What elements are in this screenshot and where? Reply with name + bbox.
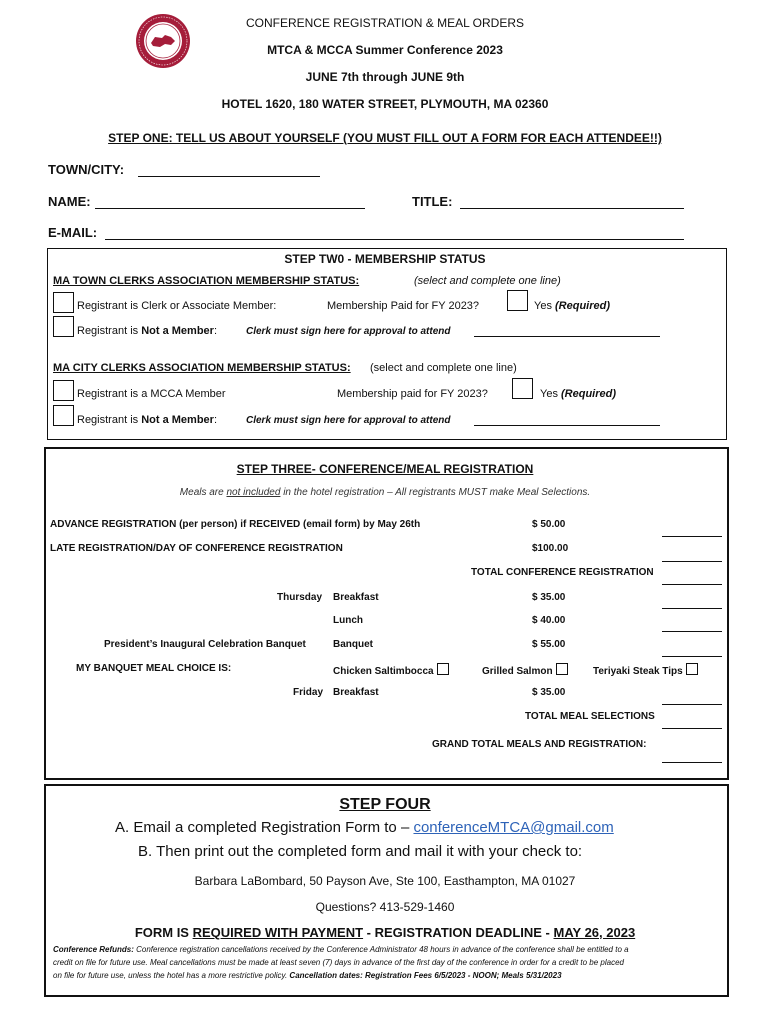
name-label: NAME: xyxy=(48,194,91,209)
late-registration-label: LATE REGISTRATION/DAY OF CONFERENCE REGISTRATION xyxy=(50,543,343,554)
friday-breakfast-label: Breakfast xyxy=(333,687,379,698)
thursday-breakfast-label: Breakfast xyxy=(333,592,379,603)
mailing-address: Barbara LaBombard, 50 Payson Ave, Ste 100, Easthampton, MA 01027 xyxy=(194,874,576,888)
steak-checkbox[interactable] xyxy=(686,663,698,675)
mcca-paid-checkbox[interactable] xyxy=(512,378,533,399)
conference-email-link[interactable]: conferenceMTCA@gmail.com xyxy=(413,819,614,836)
form-header-title: CONFERENCE REGISTRATION & MEAL ORDERS xyxy=(245,16,525,30)
lunch-price: $ 40.00 xyxy=(532,615,566,626)
late-registration-price: $100.00 xyxy=(532,543,569,554)
mtca-nonmember-label: Registrant is Not a Member: xyxy=(77,325,218,337)
total-meal-amount[interactable] xyxy=(662,716,722,729)
registration-deadline: FORM IS REQUIRED WITH PAYMENT - REGISTRATION DEADLINE - MAY 26, 2023 xyxy=(134,925,636,940)
advance-registration-label: ADVANCE REGISTRATION (per person) if RECEIVED (email form) by May 26th xyxy=(50,519,421,530)
mcca-label: MA CITY CLERKS ASSOCIATION MEMBERSHIP STATUS: xyxy=(53,362,351,374)
mcca-sign-label: Clerk must sign here for approval to attend xyxy=(246,415,451,426)
mcca-paid-label: Membership paid for FY 2023? xyxy=(337,388,488,400)
mtca-paid-label: Membership Paid for FY 2023? xyxy=(327,300,480,312)
thursday-breakfast-amount[interactable] xyxy=(662,596,722,609)
banquet-label: Banquet xyxy=(333,639,373,650)
advance-registration-price: $ 50.00 xyxy=(532,519,566,530)
thursday-breakfast-price: $ 35.00 xyxy=(532,592,566,603)
friday-breakfast-price: $ 35.00 xyxy=(532,687,566,698)
refund-policy-line1: Conference Refunds: Conference registration cancellations received by the Conference Administrator 48 hours in advance of the conference shall be entitled to a xyxy=(53,945,629,954)
conference-venue: HOTEL 1620, 180 WATER STREET, PLYMOUTH, MA 02360 xyxy=(221,97,549,111)
mtca-sign-label: Clerk must sign here for approval to attend xyxy=(246,326,451,337)
grand-total-amount[interactable] xyxy=(662,750,722,763)
step-four-title: STEP FOUR xyxy=(339,796,431,813)
mcca-member-label: Registrant is a MCCA Member xyxy=(77,388,226,400)
mcca-nonmember-checkbox[interactable] xyxy=(53,405,74,426)
email-field[interactable] xyxy=(105,227,684,240)
step-four-item-b: B. Then print out the completed form and mail it with your check to: xyxy=(138,843,583,860)
mtca-paid-checkbox[interactable] xyxy=(507,290,528,311)
choice-chicken[interactable]: Chicken Saltimbocca xyxy=(333,663,449,677)
total-conference-amount[interactable] xyxy=(662,572,722,585)
salmon-checkbox[interactable] xyxy=(556,663,568,675)
step-four-item-a: A. Email a completed Registration Form to – conferenceMTCA@gmail.com xyxy=(115,819,614,836)
total-meal-label: TOTAL MEAL SELECTIONS xyxy=(525,711,655,722)
mtca-yes-label: Yes (Required) xyxy=(534,300,611,312)
meal-note: Meals are not included in the hotel registration – All registrants MUST make Meal Selections. xyxy=(179,487,591,498)
banquet-event-label: President’s Inaugural Celebration Banquet xyxy=(104,639,306,650)
mcca-clerk-signature-field[interactable] xyxy=(474,415,660,426)
town-field[interactable] xyxy=(138,164,320,177)
total-conference-label: TOTAL CONFERENCE REGISTRATION xyxy=(471,567,654,578)
lunch-label: Lunch xyxy=(333,615,363,626)
mtca-label: MA TOWN CLERKS ASSOCIATION MEMBERSHIP STATUS: xyxy=(53,275,360,287)
chicken-checkbox[interactable] xyxy=(437,663,449,675)
mtca-clerk-signature-field[interactable] xyxy=(474,326,660,337)
lunch-amount[interactable] xyxy=(662,619,722,632)
mcca-note: (select and complete one line) xyxy=(370,362,517,374)
title-label: TITLE: xyxy=(412,194,453,209)
name-field[interactable] xyxy=(95,196,365,209)
grand-total-label: GRAND TOTAL MEALS AND REGISTRATION: xyxy=(432,739,647,750)
banquet-price: $ 55.00 xyxy=(532,639,566,650)
mtca-member-checkbox[interactable] xyxy=(53,292,74,313)
conference-dates: JUNE 7th through JUNE 9th xyxy=(305,70,465,84)
mcca-nonmember-label: Registrant is Not a Member: xyxy=(77,414,218,426)
step-two-title: STEP TW0 - MEMBERSHIP STATUS xyxy=(284,252,486,266)
step-one-title: STEP ONE: TELL US ABOUT YOURSELF (YOU MUST FILL OUT A FORM FOR EACH ATTENDEE!!) xyxy=(108,131,662,145)
questions-phone: Questions? 413-529-1460 xyxy=(315,900,455,914)
friday-label: Friday xyxy=(293,687,324,698)
banquet-amount[interactable] xyxy=(662,644,722,657)
email-label: E-MAIL: xyxy=(48,225,98,240)
choice-salmon[interactable]: Grilled Salmon xyxy=(482,663,568,677)
advance-registration-amount[interactable] xyxy=(662,524,722,537)
title-field[interactable] xyxy=(460,196,684,209)
mtca-member-label: Registrant is Clerk or Associate Member: xyxy=(77,300,277,312)
late-registration-amount[interactable] xyxy=(662,549,722,562)
thursday-label: Thursday xyxy=(277,592,323,603)
mtca-nonmember-checkbox[interactable] xyxy=(53,316,74,337)
mcca-member-checkbox[interactable] xyxy=(53,380,74,401)
town-label: TOWN/CITY: xyxy=(48,162,125,177)
meal-choice-label: MY BANQUET MEAL CHOICE IS: xyxy=(76,663,232,674)
step-three-title: STEP THREE- CONFERENCE/MEAL REGISTRATION xyxy=(236,462,534,476)
conference-name: MTCA & MCCA Summer Conference 2023 xyxy=(267,43,503,57)
friday-breakfast-amount[interactable] xyxy=(662,692,722,705)
refund-policy-line2: credit on file for future use. Meal cancellations must be made at least seven (7) days in advance of the first day of the conference in order for a credit to be placed xyxy=(53,958,624,967)
mcca-yes-label: Yes (Required) xyxy=(540,388,617,400)
mtca-note: (select and complete one line) xyxy=(414,275,561,287)
choice-steak[interactable]: Teriyaki Steak Tips xyxy=(593,663,698,677)
refund-policy-line3: on file for future use, unless the hotel has a more restrictive policy. Cancellation dates: Registration Fees 6/5/2023 - NOON; Meals 5/31/2023 xyxy=(53,971,562,980)
